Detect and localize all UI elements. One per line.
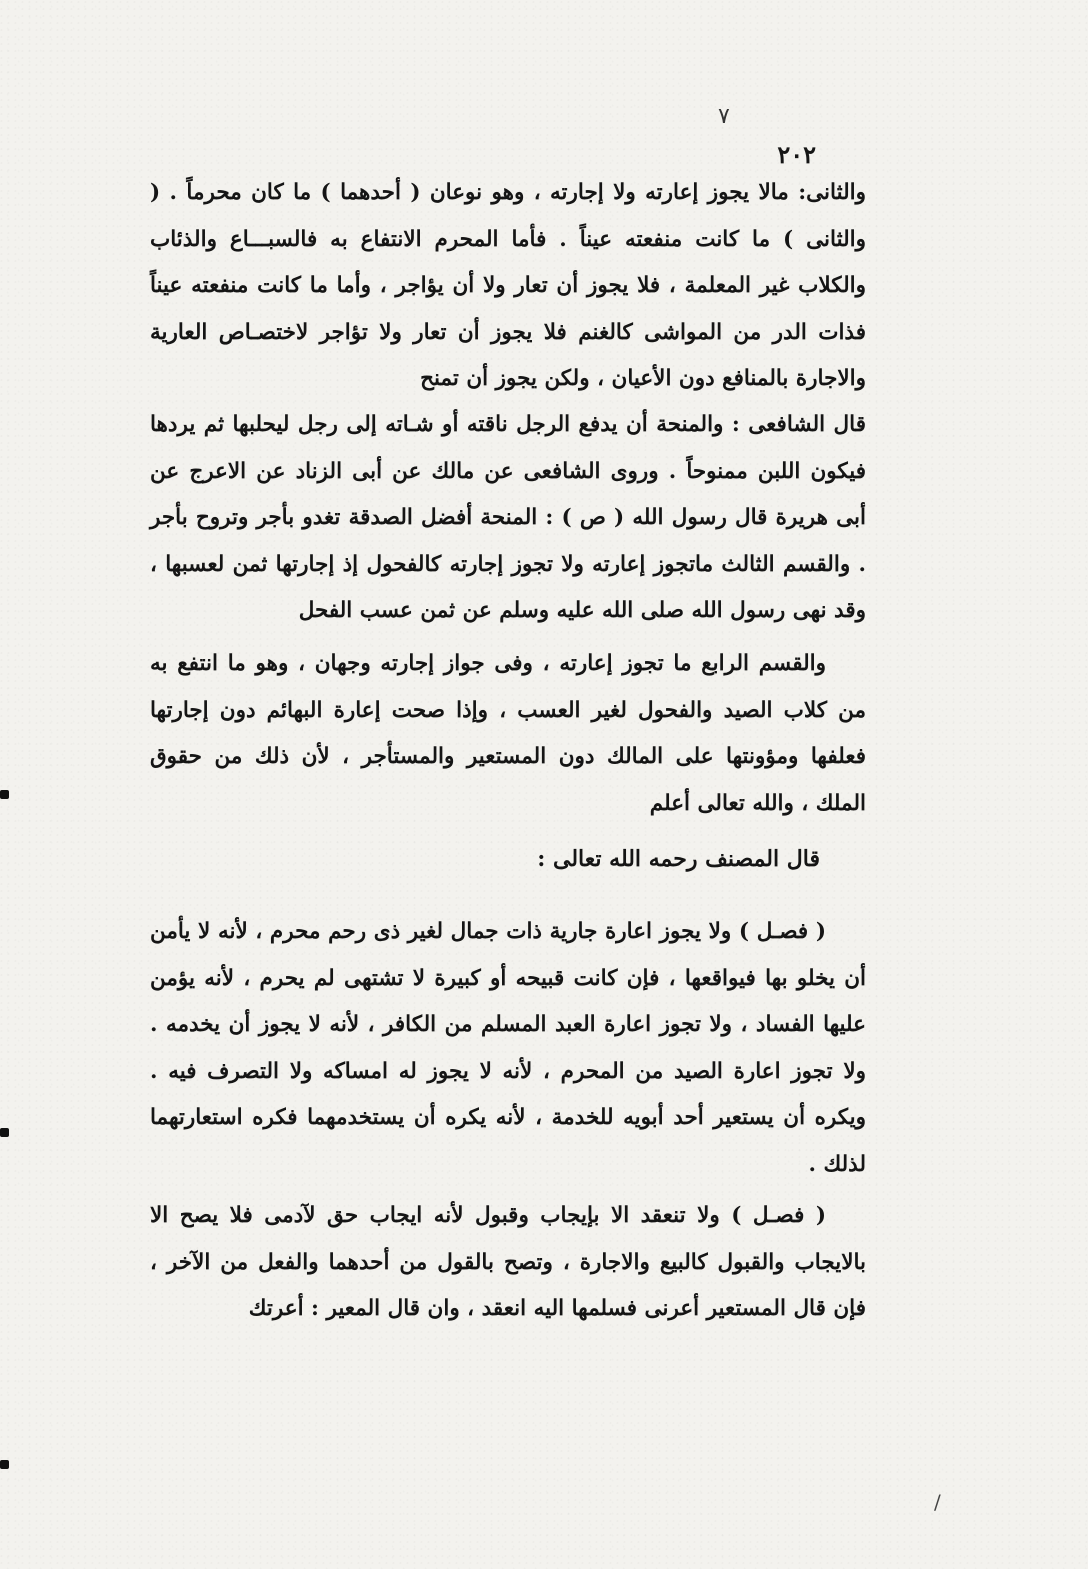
paragraph-3 (150, 641, 866, 827)
scan-edge-mark (0, 790, 9, 799)
paragraph-2 (150, 402, 866, 635)
scan-edge-mark (0, 1128, 9, 1137)
paragraph-5 (150, 1193, 866, 1333)
paragraph-text: والقسم الرابع ما تجوز إعارته ، وفى جواز إجارته وجهان ، وهو ما انتفع به من كلاب الصيد والفحول لغير العسب ، وإذا صحت إعارة البهائم دون إجارتها فعلفها ومؤونتها على المالك دون المستعير والمستأجر ، لأن ذلك من حقوق الملك ، والله تعالى أعلم (150, 651, 866, 816)
paragraph-text: ( فصـل ) ولا تنعقد الا بإيجاب وقبول لأنه ايجاب حق لآدمى فلا يصح الا بالايجاب والقبول كالبيع والاجارة ، وتصح بالقول من أحدهما والفعل من الآخر ، فإن قال المستعير أعرنى فسلمها اليه انعقد ، وان قال المعير : أعرتك (150, 1203, 866, 1321)
stray-mark: / (934, 1490, 941, 1514)
paragraph-1 (150, 170, 866, 403)
top-mark: ٧ (718, 104, 730, 129)
scan-edge-mark (0, 1460, 9, 1469)
section-heading: قال المصنف رحمه الله تعالى : (537, 846, 820, 872)
paragraph-text: ( فصـل ) ولا يجوز اعارة جارية ذات جمال لغير ذى رحم محرم ، لأنه لا يأمن أن يخلو بها فيواقعها ، فإن كانت قبيحه أو كبيرة لا تشتهى لم يحرم ، لأنه يؤمن عليها الفساد ، ولا تجوز اعارة العبد المسلم من الكافر ، لأنه لا يجوز أن يخدمه . ولا تجوز اعارة الصيد من المحرم ، لأنه لا يجوز له امساكه ولا التصرف فيه . ويكره أن يستعير أحد أبويه للخدمة ، لأنه يكره أن يستخدمهما فكره استعارتهما لذلك . (150, 919, 866, 1177)
paragraph-text: قال الشافعى : والمنحة أن يدفع الرجل ناقته أو شـاته إلى رجل ليحلبها ثم يردها فيكون اللبن ممنوحاً . وروى الشافعى عن مالك عن أبى الزناد عن الاعرج عن أبى هريرة قال رسول الله ( ص ) : المنحة أفضل الصدقة تغدو بأجر وتروح بأجر . والقسم الثالث ماتجوز إعارته ولا تجوز إجارته كالفحول إذ إجارتها ثمن لعسبها ، وقد نهى رسول الله صلى الله عليه وسلم عن ثمن عسب الفحل (150, 412, 866, 623)
paragraph-4 (150, 909, 866, 1188)
page-number: ٢٠٢ (777, 140, 816, 169)
paragraph-text: والثانى: مالا يجوز إعارته ولا إجارته ، وهو نوعان ( أحدهما ) ما كان محرماً . ( والثانى ) ما كانت منفعته عيناً . فأما المحرم الانتفاع به فالسبـــاع والذئاب والكلاب غير المعلمة ، فلا يجوز أن تعار ولا أن يؤاجر ، وأما ما كانت منفعته عيناً فذات الدر من المواشى كالغنم فلا يجوز أن تعار ولا تؤاجر لاختصـاص العارية والاجارة بالمنافع دون الأعيان ، ولكن يجوز أن تمنح (150, 180, 866, 391)
